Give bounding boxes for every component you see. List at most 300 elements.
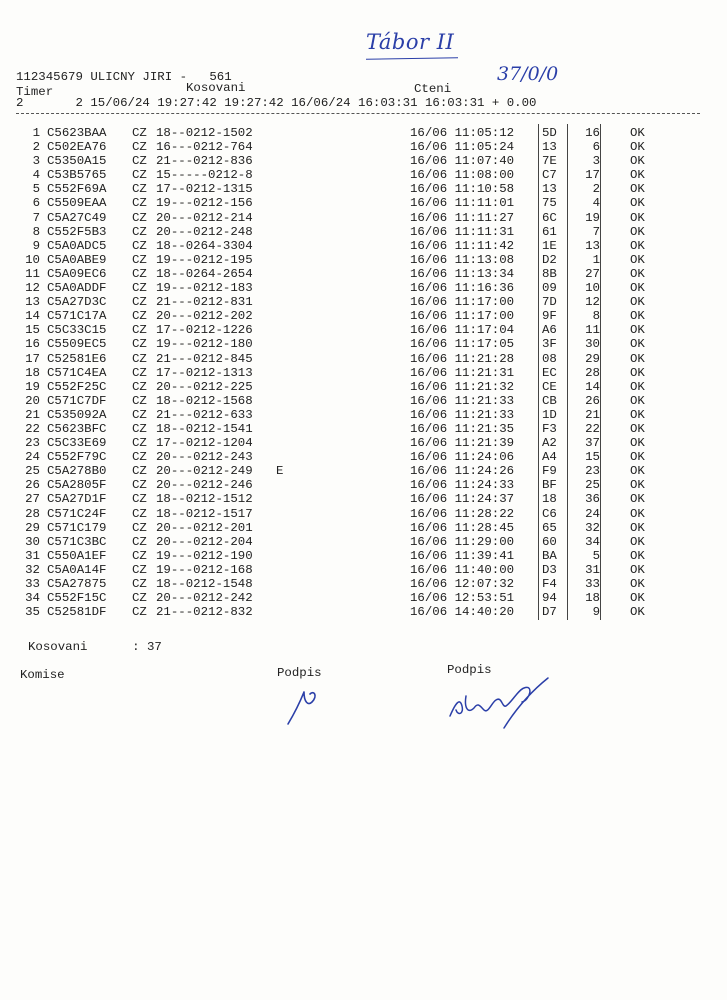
ring-chip-id: C571C4EA xyxy=(47,365,107,380)
country-code: CZ xyxy=(132,252,147,267)
ring-number: 19---0212-156 xyxy=(156,196,253,211)
arrival-time: 16/06 11:24:06 xyxy=(410,450,515,465)
country-code: CZ xyxy=(132,196,147,211)
ring-chip-id: C5623BFC xyxy=(47,421,107,436)
row-number: 30 xyxy=(25,534,40,549)
ring-number: 21---0212-845 xyxy=(156,351,253,366)
order-number: 30 xyxy=(585,337,600,352)
ring-number: 19---0212-183 xyxy=(156,281,253,296)
ring-number: 16---0212-764 xyxy=(156,140,253,155)
arrival-time: 16/06 11:11:27 xyxy=(410,210,515,225)
arrival-time: 16/06 11:08:00 xyxy=(410,168,515,183)
order-number: 21 xyxy=(585,407,600,422)
arrival-time: 16/06 11:07:40 xyxy=(410,154,515,169)
table-row xyxy=(0,295,727,309)
check-code: C7 xyxy=(542,168,557,183)
ring-number: 17--0212-1226 xyxy=(156,323,253,338)
country-code: CZ xyxy=(132,126,147,140)
ring-number: 18--0212-1568 xyxy=(156,393,253,408)
status-text: OK xyxy=(630,393,645,408)
row-flag: E xyxy=(276,464,284,479)
table-row xyxy=(0,309,727,323)
check-code: 75 xyxy=(542,196,557,211)
country-code: CZ xyxy=(132,591,147,606)
table-row xyxy=(0,126,727,140)
row-number: 27 xyxy=(25,492,40,507)
status-text: OK xyxy=(630,351,645,366)
status-text: OK xyxy=(630,591,645,606)
row-number: 10 xyxy=(25,252,40,267)
status-text: OK xyxy=(630,295,645,310)
order-number: 13 xyxy=(585,238,600,253)
table-row xyxy=(0,380,727,394)
status-text: OK xyxy=(630,436,645,451)
table-row xyxy=(0,196,727,210)
row-number: 31 xyxy=(25,548,40,563)
row-number: 12 xyxy=(25,281,40,296)
row-number: 33 xyxy=(25,577,40,591)
ring-number: 20---0212-242 xyxy=(156,591,253,606)
order-number: 12 xyxy=(585,295,600,310)
check-code: 5D xyxy=(542,126,557,140)
order-number: 19 xyxy=(585,210,600,225)
row-number: 23 xyxy=(25,436,40,451)
check-code: 61 xyxy=(542,224,557,239)
ring-chip-id: C502EA76 xyxy=(47,140,107,155)
ring-number: 20---0212-202 xyxy=(156,309,253,324)
ring-chip-id: C571C3BC xyxy=(47,534,107,549)
ring-chip-id: C5A27C49 xyxy=(47,210,107,225)
arrival-time: 16/06 11:10:58 xyxy=(410,182,515,197)
dashed-divider xyxy=(16,113,700,114)
country-code: CZ xyxy=(132,210,147,225)
table-row xyxy=(0,492,727,506)
status-text: OK xyxy=(630,337,645,352)
ring-chip-id: C571C7DF xyxy=(47,393,107,408)
ring-chip-id: C53B5765 xyxy=(47,168,107,183)
country-code: CZ xyxy=(132,492,147,507)
handwritten-count: 37/0/0 xyxy=(497,63,559,85)
ring-number: 18--0212-1512 xyxy=(156,492,253,507)
row-number: 2 xyxy=(32,140,40,155)
table-row xyxy=(0,394,727,408)
ring-chip-id: C5A0ADDF xyxy=(47,281,107,296)
ring-chip-id: C550A1EF xyxy=(47,548,107,563)
status-text: OK xyxy=(630,140,645,155)
check-code: D3 xyxy=(542,562,557,577)
order-number: 1 xyxy=(592,252,600,267)
country-code: CZ xyxy=(132,520,147,535)
ring-chip-id: C5C33C15 xyxy=(47,323,107,338)
check-code: CB xyxy=(542,393,557,408)
ring-chip-id: C52581E6 xyxy=(47,351,107,366)
row-number: 18 xyxy=(25,365,40,380)
ring-chip-id: C5509EAA xyxy=(47,196,107,211)
arrival-time: 16/06 11:16:36 xyxy=(410,281,515,296)
check-code: A4 xyxy=(542,450,557,465)
check-code: 8B xyxy=(542,266,557,281)
table-row xyxy=(0,605,727,619)
status-text: OK xyxy=(630,309,645,324)
ring-number: 18--0212-1502 xyxy=(156,126,253,140)
country-code: CZ xyxy=(132,351,147,366)
order-number: 17 xyxy=(585,168,600,183)
row-number: 7 xyxy=(32,210,40,225)
table-row xyxy=(0,478,727,492)
podpis-label-1: Podpis xyxy=(277,666,322,680)
ring-chip-id: C5509EC5 xyxy=(47,337,107,352)
order-number: 24 xyxy=(585,506,600,521)
order-number: 15 xyxy=(585,450,600,465)
check-code: 08 xyxy=(542,351,557,366)
check-code: 7E xyxy=(542,154,557,169)
table-row xyxy=(0,507,727,521)
row-number: 26 xyxy=(25,478,40,493)
row-number: 6 xyxy=(32,196,40,211)
check-code: D2 xyxy=(542,252,557,267)
table-row xyxy=(0,253,727,267)
row-number: 5 xyxy=(32,182,40,197)
order-number: 7 xyxy=(592,224,600,239)
pigeon-list xyxy=(0,126,727,619)
ring-number: 20---0212-225 xyxy=(156,379,253,394)
row-number: 13 xyxy=(25,295,40,310)
check-code: F3 xyxy=(542,421,557,436)
order-number: 33 xyxy=(585,577,600,591)
order-number: 32 xyxy=(585,520,600,535)
ring-number: 21---0212-831 xyxy=(156,295,253,310)
ring-chip-id: C571C24F xyxy=(47,506,107,521)
arrival-time: 16/06 11:13:34 xyxy=(410,266,515,281)
ring-number: 18--0264-3304 xyxy=(156,238,253,253)
check-code: 60 xyxy=(542,534,557,549)
order-number: 11 xyxy=(585,323,600,338)
check-code: 1E xyxy=(542,238,557,253)
header-timer-label: Timer xyxy=(16,85,54,99)
ring-number: 21---0212-832 xyxy=(156,605,253,620)
table-row xyxy=(0,225,727,239)
arrival-time: 16/06 11:24:37 xyxy=(410,492,515,507)
country-code: CZ xyxy=(132,224,147,239)
row-number: 34 xyxy=(25,591,40,606)
order-number: 16 xyxy=(585,126,600,140)
ring-number: 17--0212-1313 xyxy=(156,365,253,380)
order-number: 8 xyxy=(592,309,600,324)
check-code: 9F xyxy=(542,309,557,324)
check-code: EC xyxy=(542,365,557,380)
table-row xyxy=(0,281,727,295)
check-code: CE xyxy=(542,379,557,394)
status-text: OK xyxy=(630,464,645,479)
row-number: 11 xyxy=(25,266,40,281)
order-number: 22 xyxy=(585,421,600,436)
country-code: CZ xyxy=(132,506,147,521)
status-text: OK xyxy=(630,154,645,169)
ring-number: 19---0212-190 xyxy=(156,548,253,563)
order-number: 3 xyxy=(592,154,600,169)
country-code: CZ xyxy=(132,323,147,338)
status-text: OK xyxy=(630,577,645,591)
row-number: 15 xyxy=(25,323,40,338)
order-number: 28 xyxy=(585,365,600,380)
order-number: 18 xyxy=(585,591,600,606)
order-number: 25 xyxy=(585,478,600,493)
table-row xyxy=(0,352,727,366)
check-code: F4 xyxy=(542,577,557,591)
row-number: 28 xyxy=(25,506,40,521)
status-text: OK xyxy=(630,210,645,225)
table-row xyxy=(0,591,727,605)
kosovani-total: Kosovani : 37 xyxy=(28,640,162,654)
arrival-time: 16/06 12:53:51 xyxy=(410,591,515,606)
status-text: OK xyxy=(630,520,645,535)
ring-chip-id: C535092A xyxy=(47,407,107,422)
table-row xyxy=(0,450,727,464)
arrival-time: 16/06 14:40:20 xyxy=(410,605,515,620)
table-row xyxy=(0,408,727,422)
arrival-time: 16/06 11:17:05 xyxy=(410,337,515,352)
table-row xyxy=(0,239,727,253)
arrival-time: 16/06 11:29:00 xyxy=(410,534,515,549)
table-row xyxy=(0,464,727,478)
country-code: CZ xyxy=(132,295,147,310)
arrival-time: 16/06 11:17:00 xyxy=(410,309,515,324)
order-number: 27 xyxy=(585,266,600,281)
status-text: OK xyxy=(630,478,645,493)
check-code: 13 xyxy=(542,182,557,197)
order-number: 4 xyxy=(592,196,600,211)
signature-2 xyxy=(444,672,558,736)
country-code: CZ xyxy=(132,421,147,436)
status-text: OK xyxy=(630,168,645,183)
status-text: OK xyxy=(630,252,645,267)
row-number: 22 xyxy=(25,421,40,436)
status-text: OK xyxy=(630,224,645,239)
status-text: OK xyxy=(630,196,645,211)
row-number: 29 xyxy=(25,520,40,535)
status-text: OK xyxy=(630,266,645,281)
status-text: OK xyxy=(630,407,645,422)
arrival-time: 16/06 11:05:24 xyxy=(410,140,515,155)
check-code: 13 xyxy=(542,140,557,155)
country-code: CZ xyxy=(132,464,147,479)
ring-number: 20---0212-214 xyxy=(156,210,253,225)
country-code: CZ xyxy=(132,168,147,183)
arrival-time: 16/06 11:05:12 xyxy=(410,126,515,140)
ring-chip-id: C552F79C xyxy=(47,450,107,465)
ring-number: 17--0212-1204 xyxy=(156,436,253,451)
check-code: 7D xyxy=(542,295,557,310)
country-code: CZ xyxy=(132,562,147,577)
arrival-time: 16/06 11:11:01 xyxy=(410,196,515,211)
country-code: CZ xyxy=(132,407,147,422)
country-code: CZ xyxy=(132,140,147,155)
row-number: 14 xyxy=(25,309,40,324)
country-code: CZ xyxy=(132,393,147,408)
table-row xyxy=(0,154,727,168)
header-timing-line: 2 2 15/06/24 19:27:42 19:27:42 16/06/24 16:03:31 16:03:31 + 0.00 xyxy=(16,96,537,110)
table-row xyxy=(0,337,727,351)
ring-chip-id: C5A09EC6 xyxy=(47,266,107,281)
check-code: C6 xyxy=(542,506,557,521)
ring-chip-id: C5A27D1F xyxy=(47,492,107,507)
row-number: 24 xyxy=(25,450,40,465)
ring-number: 17--0212-1315 xyxy=(156,182,253,197)
ring-number: 19---0212-180 xyxy=(156,337,253,352)
komise-label: Komise xyxy=(20,668,65,682)
table-row xyxy=(0,140,727,154)
check-code: F9 xyxy=(542,464,557,479)
country-code: CZ xyxy=(132,154,147,169)
status-text: OK xyxy=(630,379,645,394)
status-text: OK xyxy=(630,562,645,577)
ring-number: 19---0212-168 xyxy=(156,562,253,577)
arrival-time: 16/06 11:21:33 xyxy=(410,407,515,422)
ring-chip-id: C5A0ADC5 xyxy=(47,238,107,253)
arrival-time: 16/06 12:07:32 xyxy=(410,577,515,591)
status-text: OK xyxy=(630,323,645,338)
ring-chip-id: C5A278B0 xyxy=(47,464,107,479)
status-text: OK xyxy=(630,492,645,507)
arrival-time: 16/06 11:17:00 xyxy=(410,295,515,310)
ring-number: 21---0212-836 xyxy=(156,154,253,169)
row-number: 3 xyxy=(32,154,40,169)
header-owner-line: 112345679 ULICNY JIRI - 561 xyxy=(16,70,232,84)
order-number: 9 xyxy=(592,605,600,620)
ring-number: 20---0212-204 xyxy=(156,534,253,549)
order-number: 14 xyxy=(585,379,600,394)
arrival-time: 16/06 11:40:00 xyxy=(410,562,515,577)
ring-number: 18--0212-1541 xyxy=(156,421,253,436)
country-code: CZ xyxy=(132,577,147,591)
row-number: 21 xyxy=(25,407,40,422)
table-row xyxy=(0,168,727,182)
check-code: D7 xyxy=(542,605,557,620)
ring-chip-id: C5A0A14F xyxy=(47,562,107,577)
status-text: OK xyxy=(630,534,645,549)
status-text: OK xyxy=(630,548,645,563)
row-number: 1 xyxy=(32,126,40,140)
status-text: OK xyxy=(630,605,645,620)
table-row xyxy=(0,549,727,563)
ring-number: 19---0212-195 xyxy=(156,252,253,267)
ring-chip-id: C5A0ABE9 xyxy=(47,252,107,267)
check-code: BF xyxy=(542,478,557,493)
order-number: 34 xyxy=(585,534,600,549)
header-kosovani-label: Kosovani xyxy=(186,81,246,95)
row-number: 9 xyxy=(32,238,40,253)
status-text: OK xyxy=(630,182,645,197)
table-row xyxy=(0,577,727,591)
arrival-time: 16/06 11:24:26 xyxy=(410,464,515,479)
arrival-time: 16/06 11:21:28 xyxy=(410,351,515,366)
order-number: 10 xyxy=(585,281,600,296)
ring-number: 20---0212-201 xyxy=(156,520,253,535)
row-number: 16 xyxy=(25,337,40,352)
ring-chip-id: C5A2805F xyxy=(47,478,107,493)
row-number: 17 xyxy=(25,351,40,366)
table-row xyxy=(0,563,727,577)
check-code: BA xyxy=(542,548,557,563)
check-code: 1D xyxy=(542,407,557,422)
ring-chip-id: C5C33E69 xyxy=(47,436,107,451)
handwritten-title: Tábor II xyxy=(366,30,455,54)
ring-chip-id: C552F69A xyxy=(47,182,107,197)
arrival-time: 16/06 11:21:39 xyxy=(410,436,515,451)
row-number: 25 xyxy=(25,464,40,479)
table-row xyxy=(0,422,727,436)
arrival-time: 16/06 11:28:45 xyxy=(410,520,515,535)
check-code: 94 xyxy=(542,591,557,606)
check-code: A6 xyxy=(542,323,557,338)
arrival-time: 16/06 11:21:35 xyxy=(410,421,515,436)
ring-chip-id: C5A27875 xyxy=(47,577,107,591)
order-number: 31 xyxy=(585,562,600,577)
table-row xyxy=(0,211,727,225)
ring-chip-id: C5350A15 xyxy=(47,154,107,169)
country-code: CZ xyxy=(132,182,147,197)
check-code: A2 xyxy=(542,436,557,451)
country-code: CZ xyxy=(132,337,147,352)
country-code: CZ xyxy=(132,238,147,253)
ring-number: 18--0212-1517 xyxy=(156,506,253,521)
table-row xyxy=(0,323,727,337)
check-code: 6C xyxy=(542,210,557,225)
ring-number: 15-----0212-8 xyxy=(156,168,253,183)
status-text: OK xyxy=(630,421,645,436)
country-code: CZ xyxy=(132,548,147,563)
table-row xyxy=(0,182,727,196)
country-code: CZ xyxy=(132,436,147,451)
signature-1 xyxy=(284,686,334,728)
country-code: CZ xyxy=(132,281,147,296)
ring-number: 20---0212-248 xyxy=(156,224,253,239)
check-code: 09 xyxy=(542,281,557,296)
arrival-time: 16/06 11:28:22 xyxy=(410,506,515,521)
ring-chip-id: C552F15C xyxy=(47,591,107,606)
arrival-time: 16/06 11:11:31 xyxy=(410,224,515,239)
ring-number: 18--0264-2654 xyxy=(156,266,253,281)
status-text: OK xyxy=(630,365,645,380)
row-number: 4 xyxy=(32,168,40,183)
ring-chip-id: C5A27D3C xyxy=(47,295,107,310)
ring-number: 20---0212-243 xyxy=(156,450,253,465)
row-number: 20 xyxy=(25,393,40,408)
order-number: 2 xyxy=(592,182,600,197)
status-text: OK xyxy=(630,281,645,296)
order-number: 36 xyxy=(585,492,600,507)
table-row xyxy=(0,267,727,281)
order-number: 6 xyxy=(592,140,600,155)
order-number: 26 xyxy=(585,393,600,408)
arrival-time: 16/06 11:13:08 xyxy=(410,252,515,267)
row-number: 35 xyxy=(25,605,40,620)
arrival-time: 16/06 11:21:32 xyxy=(410,379,515,394)
status-text: OK xyxy=(630,450,645,465)
ring-chip-id: C52581DF xyxy=(47,605,107,620)
order-number: 37 xyxy=(585,436,600,451)
table-row xyxy=(0,436,727,450)
check-code: 65 xyxy=(542,520,557,535)
order-number: 29 xyxy=(585,351,600,366)
ring-chip-id: C552F5B3 xyxy=(47,224,107,239)
row-number: 8 xyxy=(32,224,40,239)
status-text: OK xyxy=(630,238,645,253)
order-number: 23 xyxy=(585,464,600,479)
country-code: CZ xyxy=(132,365,147,380)
row-number: 32 xyxy=(25,562,40,577)
table-row xyxy=(0,366,727,380)
